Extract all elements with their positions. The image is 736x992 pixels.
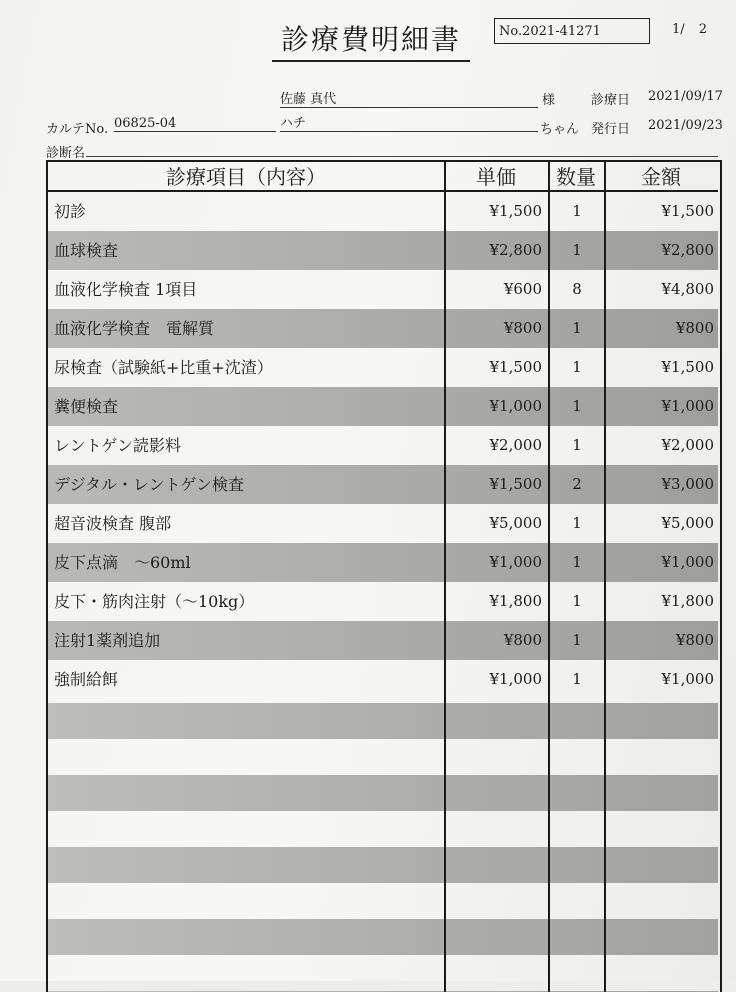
row-qty: 8 bbox=[572, 280, 582, 298]
row-amount: ¥1,800 bbox=[661, 592, 714, 610]
table-row bbox=[48, 660, 718, 699]
header-qty: 数量 bbox=[548, 162, 604, 192]
table-row bbox=[48, 270, 718, 309]
row-amount: ¥800 bbox=[675, 319, 714, 337]
karte-label: カルテNo. bbox=[46, 122, 109, 137]
row-item: 血液化学検査 1項目 bbox=[54, 280, 198, 299]
row-price: ¥1,000 bbox=[489, 397, 542, 415]
row-qty: 1 bbox=[572, 358, 582, 376]
treatment-date: 2021/09/17 bbox=[648, 89, 723, 104]
row-price: ¥5,000 bbox=[489, 514, 542, 532]
row-amount: ¥4,800 bbox=[661, 280, 714, 298]
column-divider bbox=[444, 162, 446, 992]
row-item: 血液化学検査 電解質 bbox=[54, 319, 215, 338]
empty-row-band bbox=[48, 775, 718, 811]
row-item: 初診 bbox=[54, 202, 87, 221]
row-amount: ¥1,000 bbox=[661, 670, 714, 688]
owner-suffix: 様 bbox=[542, 93, 556, 108]
row-amount: ¥3,000 bbox=[661, 475, 714, 493]
row-qty: 1 bbox=[572, 319, 582, 337]
page-indicator: 1/ 2 bbox=[672, 22, 708, 37]
row-price: ¥600 bbox=[503, 280, 542, 298]
row-qty: 1 bbox=[572, 670, 582, 688]
row-qty: 1 bbox=[572, 397, 582, 415]
row-price: ¥2,000 bbox=[489, 436, 542, 454]
row-item: 皮下・筋肉注射（～10kg） bbox=[54, 592, 255, 611]
row-price: ¥1,500 bbox=[489, 358, 542, 376]
table-row bbox=[48, 504, 718, 543]
header-amount: 金額 bbox=[604, 162, 718, 192]
row-price: ¥800 bbox=[503, 319, 542, 337]
column-divider bbox=[548, 162, 550, 992]
table-row bbox=[48, 348, 718, 387]
row-item: 皮下点滴 ～60ml bbox=[54, 553, 191, 572]
header-item: 診療項目（内容） bbox=[48, 162, 444, 192]
fee-table bbox=[46, 160, 722, 992]
issue-date-label: 発行日 bbox=[591, 122, 631, 137]
row-item: 注射1薬剤追加 bbox=[54, 631, 161, 650]
row-item: レントゲン読影料 bbox=[54, 436, 181, 455]
row-item: 糞便検査 bbox=[54, 397, 119, 416]
column-divider bbox=[604, 162, 606, 992]
owner-name: 佐藤 真代 bbox=[280, 88, 538, 108]
row-price: ¥2,800 bbox=[489, 241, 542, 259]
table-row bbox=[48, 309, 718, 348]
row-amount: ¥2,800 bbox=[661, 241, 714, 259]
issue-date: 2021/09/23 bbox=[648, 118, 723, 133]
row-qty: 1 bbox=[572, 436, 582, 454]
pet-name: ハチ bbox=[280, 112, 538, 132]
row-item: デジタル・レントゲン検査 bbox=[54, 475, 245, 494]
empty-row-band bbox=[48, 703, 718, 739]
row-amount: ¥5,000 bbox=[661, 514, 714, 532]
table-row bbox=[48, 465, 718, 504]
row-qty: 1 bbox=[572, 514, 582, 532]
row-qty: 1 bbox=[572, 241, 582, 259]
document-number: No.2021-41271 bbox=[494, 18, 650, 44]
row-qty: 1 bbox=[572, 592, 582, 610]
table-row bbox=[48, 231, 718, 270]
row-price: ¥800 bbox=[503, 631, 542, 649]
row-price: ¥1,500 bbox=[489, 475, 542, 493]
row-amount: ¥1,000 bbox=[661, 397, 714, 415]
row-qty: 2 bbox=[572, 475, 582, 493]
empty-row-band bbox=[48, 919, 718, 955]
row-qty: 1 bbox=[572, 553, 582, 571]
table-row bbox=[48, 621, 718, 660]
row-qty: 1 bbox=[572, 631, 582, 649]
row-item: 強制給餌 bbox=[54, 670, 119, 689]
table-row bbox=[48, 582, 718, 621]
row-amount: ¥1,500 bbox=[661, 358, 714, 376]
row-item: 血球検査 bbox=[54, 241, 119, 260]
table-row bbox=[48, 426, 718, 465]
header-price: 単価 bbox=[444, 162, 548, 192]
row-amount: ¥1,000 bbox=[661, 553, 714, 571]
row-price: ¥1,800 bbox=[489, 592, 542, 610]
row-item: 超音波検査 腹部 bbox=[54, 514, 172, 533]
row-price: ¥1,500 bbox=[489, 202, 542, 220]
treatment-date-label: 診療日 bbox=[591, 93, 631, 108]
diagnosis-line bbox=[86, 156, 718, 157]
document-title: 診療費明細書 bbox=[272, 18, 470, 62]
row-amount: ¥2,000 bbox=[661, 436, 714, 454]
row-qty: 1 bbox=[572, 202, 582, 220]
row-price: ¥1,000 bbox=[489, 670, 542, 688]
row-item: 尿検査（試験紙+比重+沈渣） bbox=[54, 358, 273, 377]
table-row bbox=[48, 192, 718, 231]
karte-number: 06825-04 bbox=[114, 116, 276, 132]
row-amount: ¥800 bbox=[675, 631, 714, 649]
table-row bbox=[48, 543, 718, 582]
row-amount: ¥1,500 bbox=[661, 202, 714, 220]
empty-row-band bbox=[48, 847, 718, 883]
pet-suffix: ちゃん bbox=[540, 122, 580, 137]
table-row bbox=[48, 387, 718, 426]
diagnosis-label: 診断名 bbox=[46, 146, 86, 161]
row-price: ¥1,000 bbox=[489, 553, 542, 571]
